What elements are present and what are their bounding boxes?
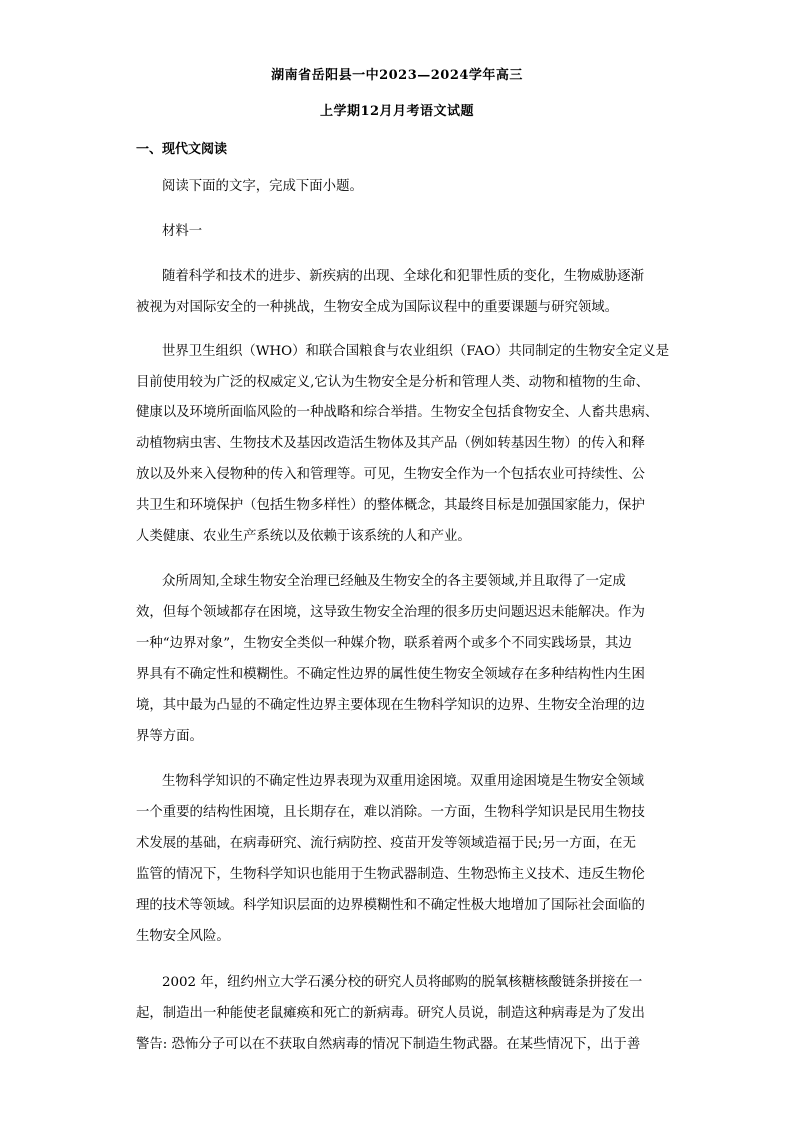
text-line: 界具有不确定性和模糊性。不确定性边界的属性使生物安全领域存在多种结构性内生困 [136, 667, 645, 682]
text-line: 随着科学和技术的进步、新疾病的出现、全球化和犯罪性质的变化，生物威胁逐渐 [162, 269, 645, 284]
text-line: 界等方面。 [136, 729, 203, 744]
exam-title-line1: 湖南省岳阳县一中2023—2024学年高三 [271, 68, 523, 83]
text-line: 健康以及环境所面临风险的一种战略和综合举措。生物安全包括食物安全、人畜共患病、 [136, 405, 659, 420]
text-line: 世界卫生组织（WHO）和联合国粮食与农业组织（FAO）共同制定的生物安全定义是 [162, 344, 670, 359]
exam-title-line2: 上学期12月月考语文试题 [319, 104, 475, 119]
text-line: 起，制造出一种能使老鼠瘫痪和死亡的新病毒。研究人员说，制造这种病毒是为了发出 [136, 1006, 645, 1021]
text-line: 警告: 恐怖分子可以在不获取自然病毒的情况下制造生物武器。在某些情况下，出于善 [136, 1037, 641, 1052]
text-line: 人类健康、农业生产系统以及依赖于该系统的人和产业。 [136, 529, 471, 544]
text-line: 理的技术等领域。科学知识层面的边界模糊性和不确定性极大地增加了国际社会面临的 [136, 898, 645, 913]
text-line: 监管的情况下，生物科学知识也能用于生物武器制造、生物恐怖主义技术、违反生物伦 [136, 867, 645, 882]
text-line: 阅读下面的文字，完成下面小题。 [162, 179, 363, 194]
text-line: 境，其中最为凸显的不确定性边界主要体现在生物科学知识的边界、生物安全治理的边 [136, 698, 645, 713]
text-line: 2002 年，纽约州立大学石溪分校的研究人员将邮购的脱氧核糖核酸链条拼接在一 [162, 975, 643, 990]
text-line: 生物安全风险。 [136, 929, 230, 944]
text-line: 一个重要的结构性困境，且长期存在，难以消除。一方面，生物科学知识是民用生物技 [136, 805, 645, 820]
text-line: 共卫生和环境保护（包括生物多样性）的整体概念，其最终目标是加强国家能力，保护 [136, 498, 645, 513]
text-line: 放以及外来入侵物种的传入和管理等。可见，生物安全作为一个包括农业可持续性、公 [136, 467, 645, 482]
text-line: 被视为对国际安全的一种挑战，生物安全成为国际议程中的重要课题与研究领域。 [136, 300, 619, 315]
text-line: 动植物病虫害、生物技术及基因改造活生物体及其产品（例如转基因生物）的传入和释 [136, 436, 645, 451]
section-heading: 一、现代文阅读 [136, 142, 228, 157]
text-line: 目前使用较为广泛的权威定义,它认为生物安全是分析和管理人类、动物和植物的生命、 [136, 375, 650, 390]
text-line: 术发展的基础，在病毒研究、流行病防控、疫苗开发等领域造福于民;另一方面，在无 [136, 836, 636, 851]
text-line: 众所周知,全球生物安全治理已经触及生物安全的各主要领域,并且取得了一定成 [162, 574, 626, 589]
text-line: 一种“边界对象”，生物安全类似一种媒介物，联系着两个或多个不同实践场景，其边 [136, 636, 632, 651]
text-line: 材料一 [162, 224, 203, 239]
text-line: 生物科学知识的不确定性边界表现为双重用途困境。双重用途困境是生物安全领域 [162, 774, 645, 789]
text-line: 效，但每个领域都存在困境，这导致生物安全治理的很多历史问题迟迟未能解决。作为 [136, 605, 645, 620]
